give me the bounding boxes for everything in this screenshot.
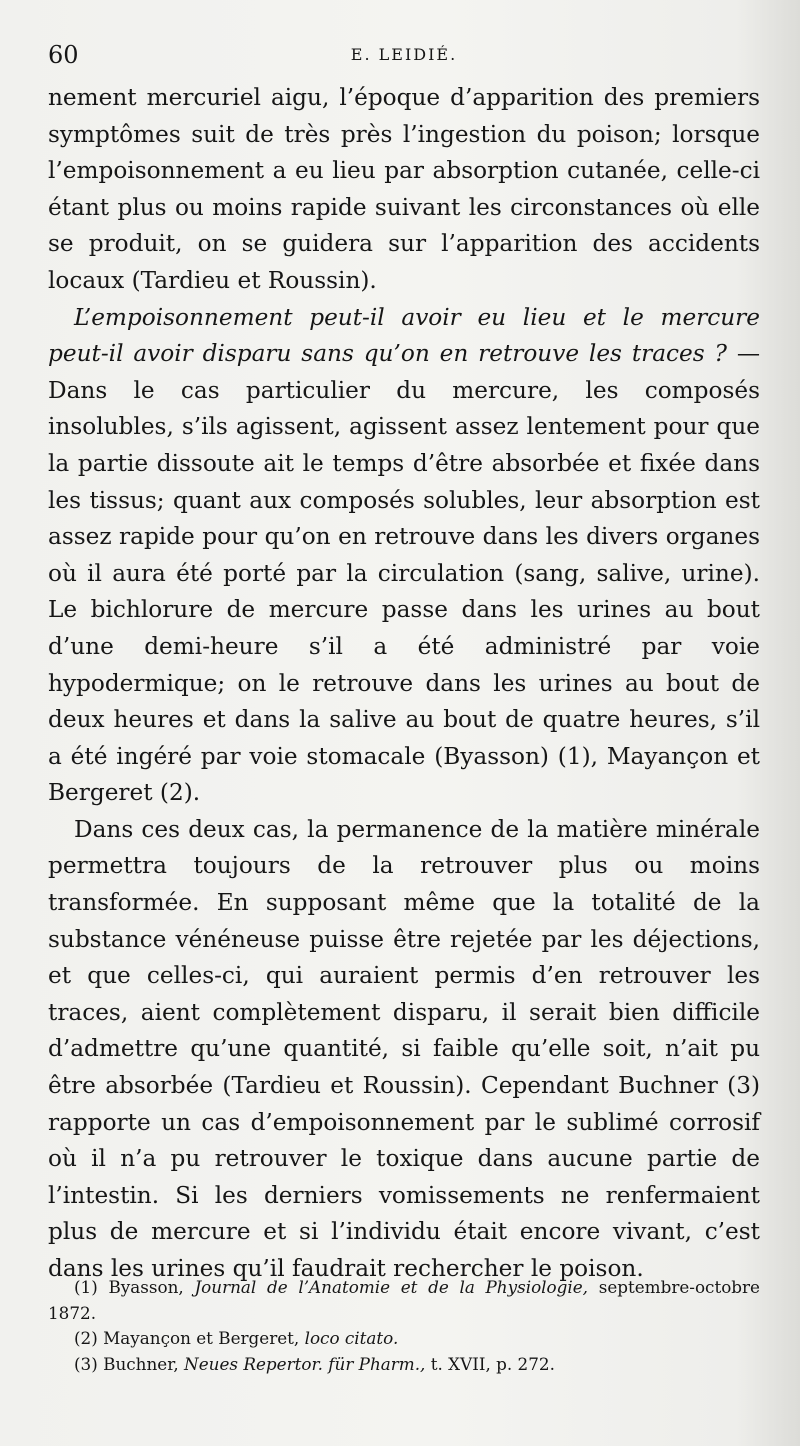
body-text [48, 80, 760, 1288]
footnote-3-rest: t. XVII, p. 272. [425, 1353, 555, 1374]
footnote-2-author: Mayançon et Bergeret, [97, 1328, 305, 1348]
footnote-1-author: Byasson, [97, 1277, 195, 1297]
footnote-2 [48, 1326, 760, 1352]
footnote-1-title: Journal de l’Anatomie et de la Physiologie, [194, 1277, 589, 1297]
footnote-3 [48, 1352, 760, 1378]
footnote-2-title: loco citato. [304, 1328, 399, 1348]
footnote-3-mark: (3) [74, 1353, 98, 1374]
paragraph-1 [48, 80, 760, 300]
footnote-1 [48, 1275, 760, 1326]
page-header [48, 38, 760, 72]
running-head: E. LEIDIÉ. [350, 45, 458, 64]
footnotes [48, 1275, 760, 1377]
paragraph-3-text: Dans ces deux cas, la permanence de la matière minérale permettra toujours de la retrouver plus ou moins transformée. En supposant même que la totalité de la substance vénéneuse puisse être rejetée par les déjections, et que celles-ci, qui auraient permis d’en retrouver les traces, aient complètement disparu, il serait bien difficile d’admettre qu’une quantité, si faible qu’elle soit, n’ait pu être absorbée (Tardieu et Roussin). Cependant Buchner (3) rapporte un cas d’empoisonnement par le sublimé corrosif où il n’a pu retrouver le toxique dans aucune partie de l’intestin. Si les derniers vomissements ne renfermaient plus de mercure et si l’individu était encore vivant, c’est dans les urines qu’il faudrait rechercher le poison. [48, 815, 760, 1282]
footnote-1-mark: (1) [74, 1277, 98, 1297]
paragraph-2-text: — Dans le cas particulier du mercure, les composés insolubles, s’ils agissent, agissent assez lentement pour que la partie dissoute ait le temps d’être absorbée et fixée dans les tissus; quant aux composés solubles, leur absorption est assez rapide pour qu’on en retrouve dans les divers organes où il aura été porté par la circulation (sang, salive, urine). Le bichlorure de mercure passe dans les urines au bout d’une demi-heure s’il a été administré par voie hypodermique; on le retrouve dans les urines au bout de deux heures et dans la salive au bout de quatre heures, s’il a été ingéré par voie stomacale (Byasson) (1), Mayançon et Bergeret (2). [48, 340, 761, 807]
footnote-2-mark: (2) [74, 1328, 98, 1348]
footnote-3-author: Buchner, [97, 1353, 185, 1374]
paragraph-3 [48, 812, 760, 1288]
paragraph-2-question: L’empoisonnement peut-il avoir eu lieu et le mercure peut-il avoir disparu sans qu’on en retrouve les traces ? [48, 303, 760, 368]
paragraph-1-text: nement mercuriel aigu, l’époque d’apparition des premiers symptômes suit de très près l’ingestion du poison; lorsque l’empoisonnement a eu lieu par absorption cutanée, celle-ci étant plus ou moins rapide suivant les circonstances où elle se produit, on se guidera sur l’apparition des accidents locaux (Tardieu et Roussin). [48, 84, 760, 294]
footnote-1-rest: septembre-octobre 1872. [48, 1277, 760, 1323]
paragraph-2 [48, 300, 760, 812]
footnote-3-title: Neues Repertor. für Pharm., [184, 1353, 426, 1374]
page-number: 60 [48, 41, 79, 69]
